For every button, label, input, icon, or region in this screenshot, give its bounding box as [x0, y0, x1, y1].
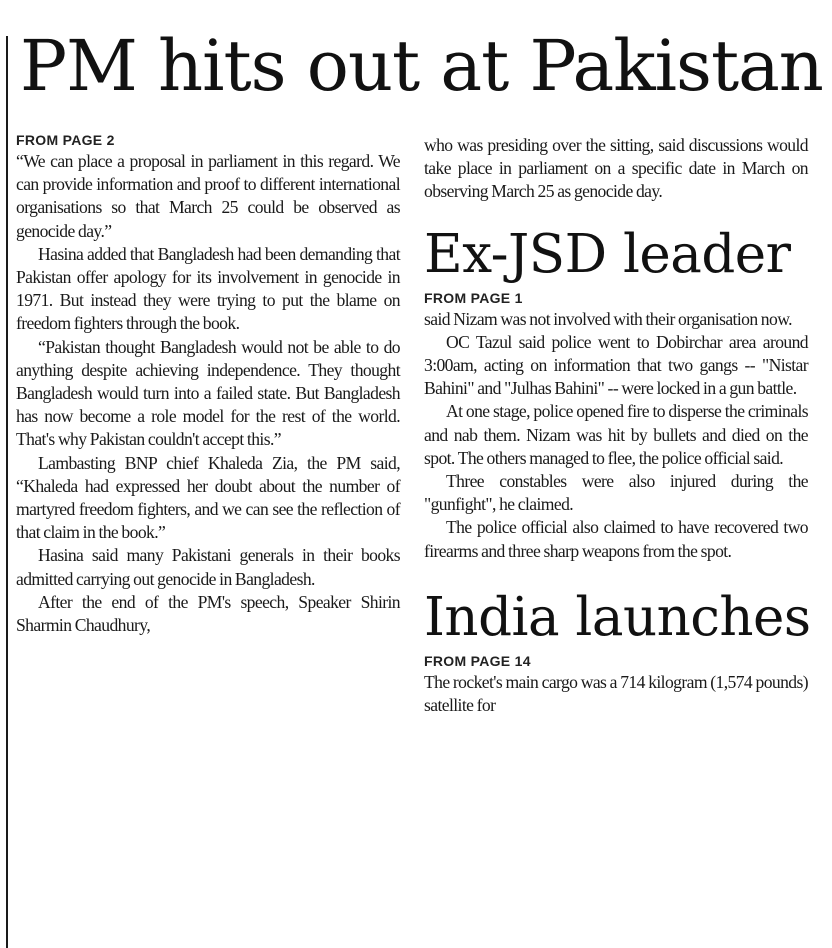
- main-article-paragraph: Lambasting BNP chief Khaleda Zia, the PM said, “Khaleda had expressed her doubt about the number of martyred freedom fighters, and we can see the reflection of that claim in the book.”: [16, 452, 400, 543]
- column-rule: [6, 36, 8, 948]
- main-article-paragraph: “We can place a proposal in parliament in this regard. We can provide information and proof to different international organisations so that March 25 could be observed as genocide day.”: [16, 151, 400, 241]
- right-column: [424, 134, 811, 717]
- second-article-paragraph: At one stage, police opened fire to disperse the criminals and nab them. Nizam was hit by bullets and died on the spot. The others managed to flee, the police official said.: [424, 401, 808, 468]
- third-article-kicker: FROM PAGE 14: [424, 652, 531, 669]
- main-article-kicker: FROM PAGE 2: [16, 132, 115, 148]
- main-article-left-column: [16, 130, 400, 637]
- third-article-paragraph: The rocket's main cargo was a 714 kilogram (1,574 pounds) satellite for: [424, 671, 808, 716]
- main-article-paragraph: Hasina said many Pakistani generals in their books admitted carrying out genocide in Bangladesh.: [16, 545, 400, 589]
- main-article-paragraph: who was presiding over the sitting, said discussions would take place in parliament on a specific date in March on observing March 25 as genocide day.: [424, 135, 808, 202]
- main-article-paragraph: Hasina added that Bangladesh had been demanding that Pakistan offer apology for its involvement in genocide in 1971. But instead they were trying to put the blame on freedom fighters through the book.: [16, 243, 400, 334]
- second-article-paragraph: Three constables were also injured during the "gunfight", he claimed.: [424, 471, 808, 515]
- second-article-paragraph: The police official also claimed to have recovered two firearms and three sharp weapons from the spot.: [424, 517, 808, 561]
- second-article-paragraph: said Nizam was not involved with their organisation now.: [424, 308, 792, 329]
- second-article-kicker: FROM PAGE 1: [424, 289, 523, 306]
- main-article-paragraph: “Pakistan thought Bangladesh would not be able to do anything despite achieving independence. They thought Bangladesh would turn into a failed state. But Bangladesh has now become a role model for the rest of the world. That's why Pakistan couldn't accept this.”: [16, 336, 400, 450]
- second-article-paragraph: OC Tazul said police went to Dobirchar area around 3:00am, acting on information that two gangs -- "Nistar Bahini" and "Julhas Bahini" -- were locked in a gun battle.: [424, 331, 808, 399]
- main-article-paragraph: After the end of the PM's speech, Speaker Shirin Sharmin Chaudhury,: [16, 591, 400, 636]
- main-headline: PM hits out at Pakistan: [20, 25, 823, 107]
- second-article-headline: Ex-JSD leader: [424, 223, 791, 285]
- third-article-headline: India launches: [424, 586, 811, 648]
